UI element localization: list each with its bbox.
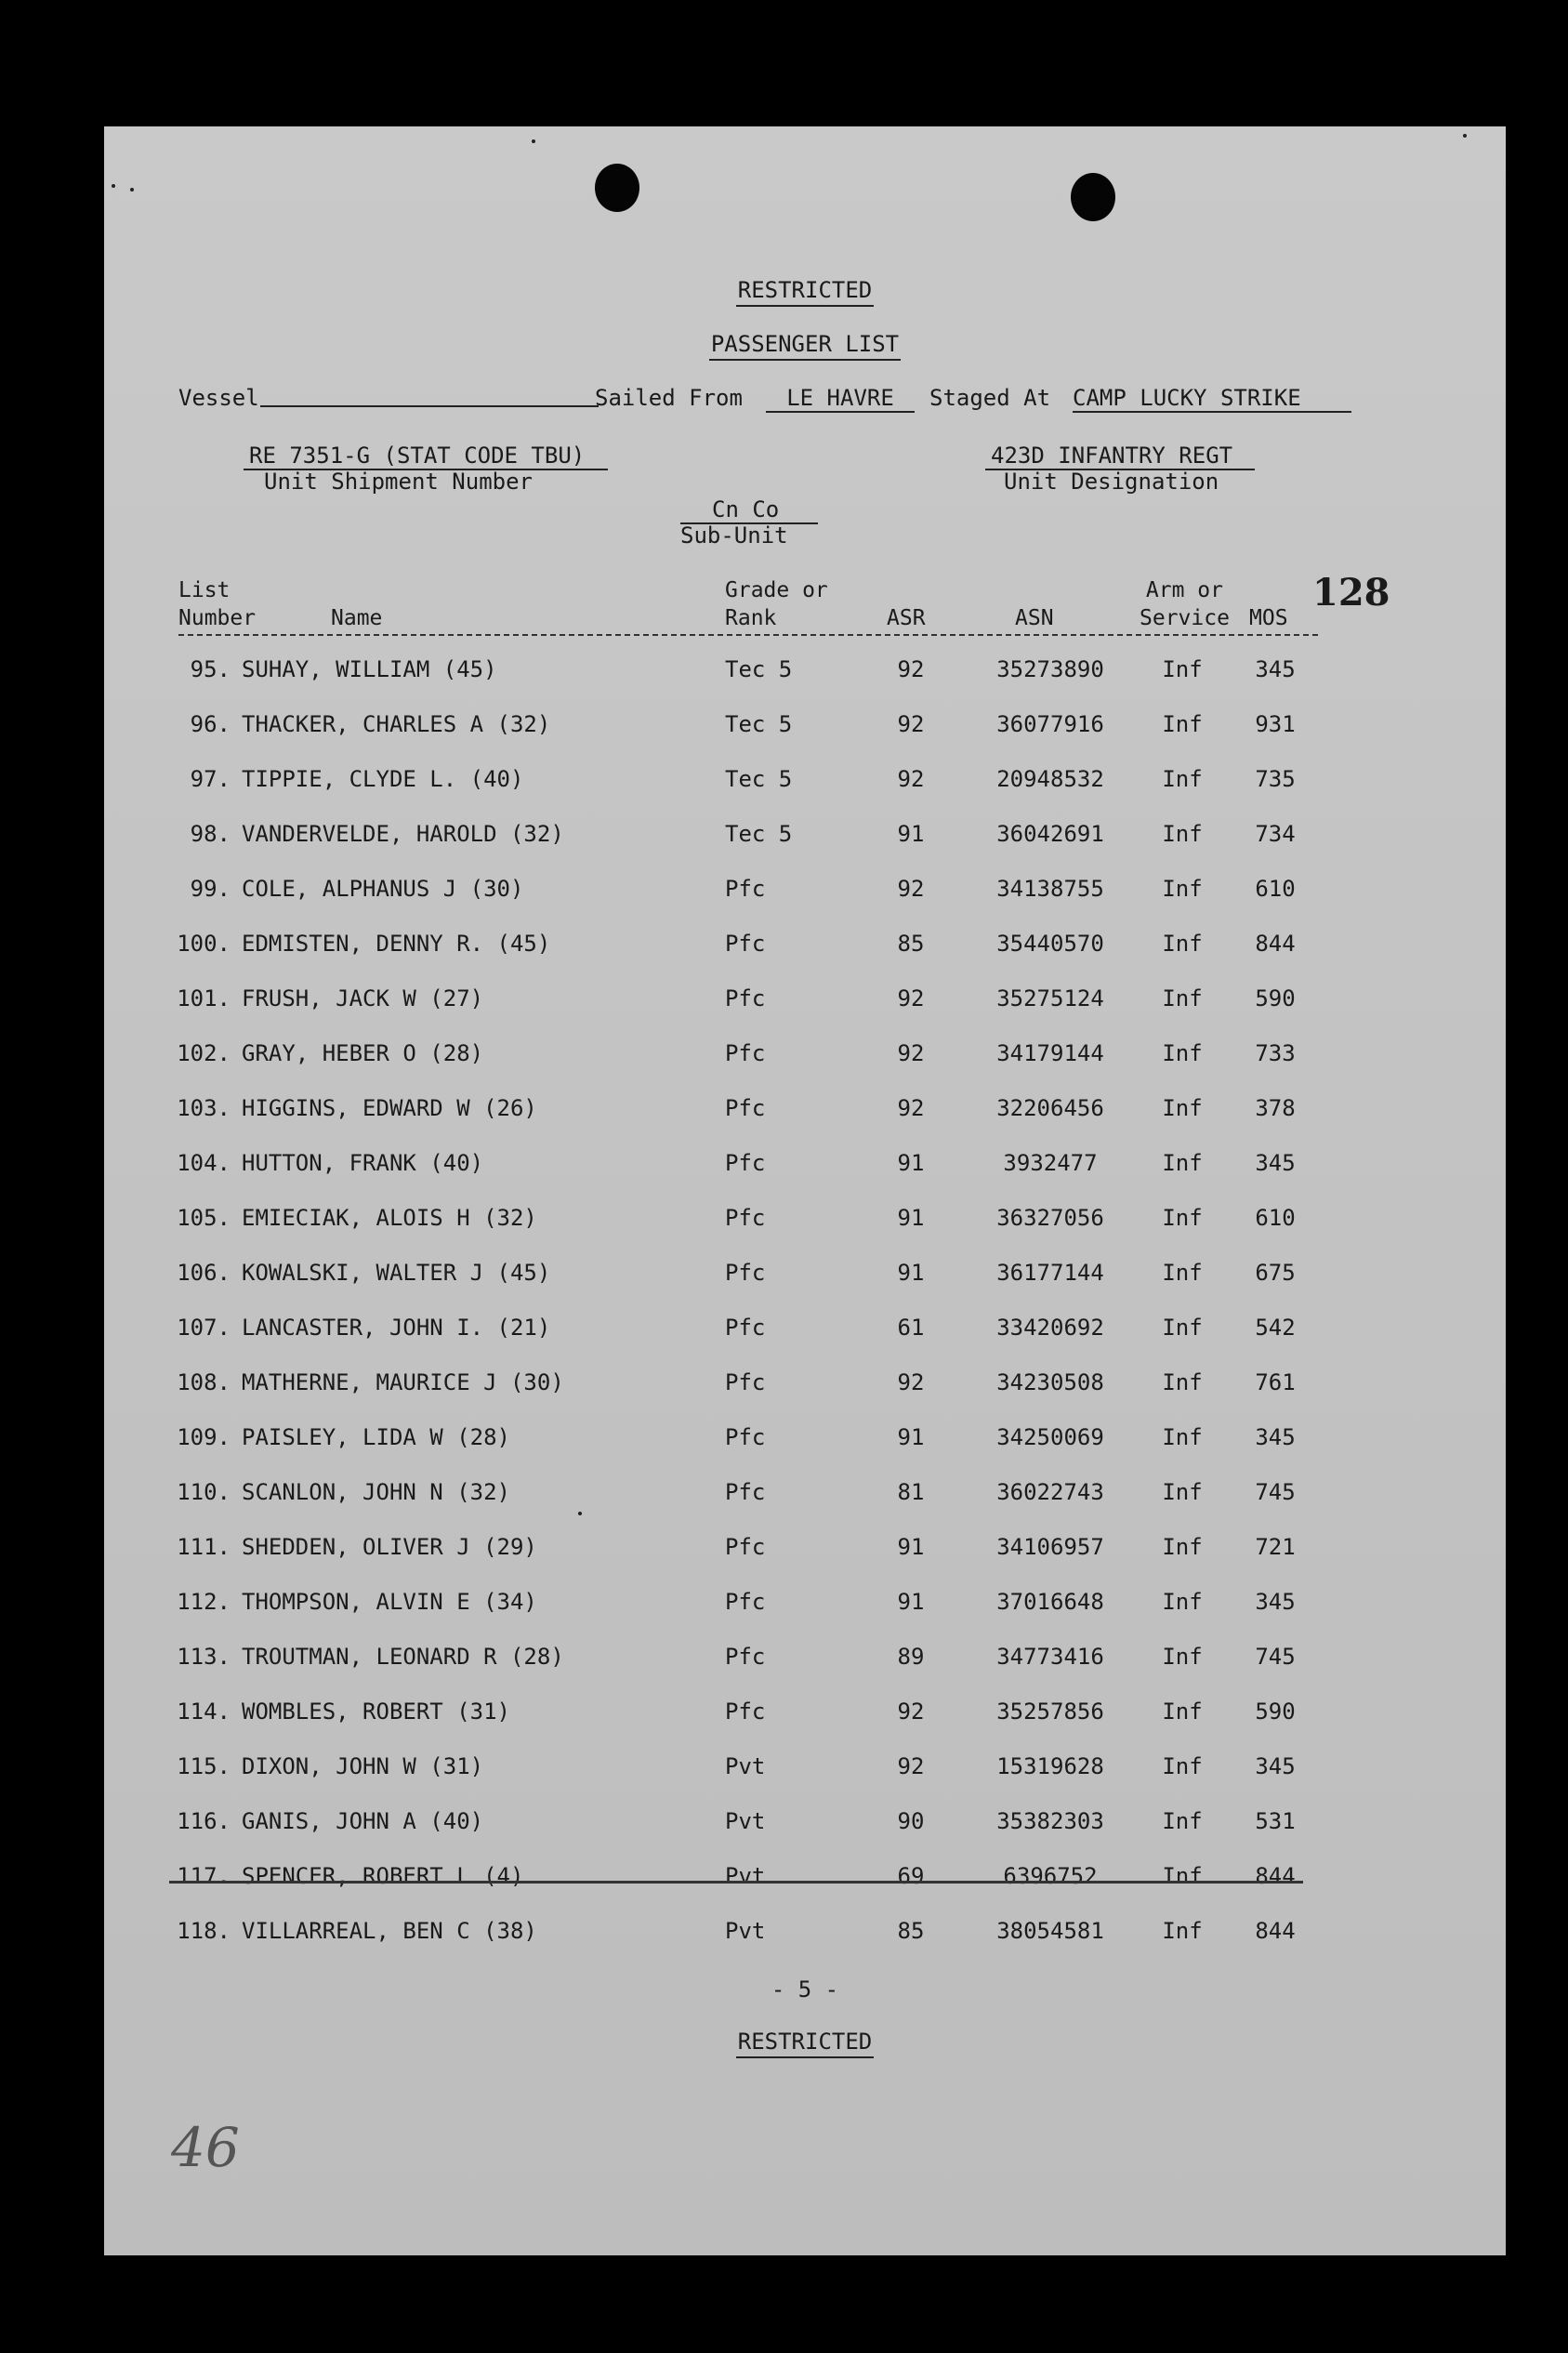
list-number: 103. <box>177 1095 231 1121</box>
speck <box>532 139 535 143</box>
mos-code: 721 <box>1255 1534 1296 1560</box>
passenger-name: GANIS, JOHN A (40) <box>242 1808 484 1834</box>
asr-score: 91 <box>897 821 925 847</box>
mos-code: 735 <box>1255 766 1296 792</box>
passenger-name: SCANLON, JOHN N (32) <box>242 1479 510 1505</box>
passenger-name: MATHERNE, MAURICE J (30) <box>242 1369 564 1395</box>
speck <box>130 188 134 192</box>
arm-service: Inf <box>1162 1260 1203 1286</box>
grade-rank: Pfc <box>725 1589 766 1615</box>
arm-service: Inf <box>1162 1479 1203 1505</box>
asr-score: 69 <box>897 1863 925 1889</box>
asr-score: 92 <box>897 766 925 792</box>
page-number: - 5 - <box>771 1976 839 2003</box>
sailed-from-label: Sailed From <box>595 385 743 411</box>
serial-number: 33420692 <box>996 1315 1104 1341</box>
passenger-name: GRAY, HEBER O (28) <box>242 1040 484 1066</box>
mos-code: 378 <box>1255 1095 1296 1121</box>
grade-rank: Pfc <box>725 985 766 1011</box>
list-number: 116. <box>177 1808 231 1834</box>
asr-score: 91 <box>897 1150 925 1176</box>
arm-service: Inf <box>1162 1095 1203 1121</box>
serial-number: 34250069 <box>996 1424 1104 1450</box>
table-row <box>104 1369 1506 1407</box>
sub-unit: Cn Co <box>712 496 780 522</box>
list-number: 96. <box>190 711 231 737</box>
arm-service: Inf <box>1162 1205 1203 1231</box>
list-number: 109. <box>177 1424 231 1450</box>
passenger-name: VILLARREAL, BEN C (38) <box>242 1918 537 1944</box>
mos-code: 844 <box>1255 931 1296 957</box>
unit-designation: 423D INFANTRY REGT <box>991 443 1233 469</box>
passenger-name: EDMISTEN, DENNY R. (45) <box>242 931 551 957</box>
table-row <box>104 821 1506 858</box>
arm-service: Inf <box>1162 985 1203 1011</box>
unit-designation-label: Unit Designation <box>1004 469 1219 495</box>
serial-number: 36042691 <box>996 821 1104 847</box>
asr-score: 92 <box>897 985 925 1011</box>
list-number: 112. <box>177 1589 231 1615</box>
asr-score: 61 <box>897 1315 925 1341</box>
grade-rank: Pfc <box>725 876 766 902</box>
vessel-label: Vessel <box>178 385 259 411</box>
mos-code: 345 <box>1255 1753 1296 1779</box>
list-number: 99. <box>190 876 231 902</box>
passenger-name: KOWALSKI, WALTER J (45) <box>242 1260 551 1286</box>
table-row <box>104 711 1506 748</box>
table-row <box>104 1040 1506 1077</box>
grade-rank: Pfc <box>725 1479 766 1505</box>
list-number: 97. <box>190 766 231 792</box>
restricted-header: RESTRICTED <box>104 277 1506 307</box>
list-number: 104. <box>177 1150 231 1176</box>
table-row <box>104 1589 1506 1626</box>
table-row <box>104 985 1506 1023</box>
passenger-name: WOMBLES, ROBERT (31) <box>242 1699 510 1725</box>
arm-service: Inf <box>1162 766 1203 792</box>
grade-rank: Tec 5 <box>725 711 793 737</box>
staged-at-label: Staged At <box>929 385 1051 411</box>
punch-hole <box>595 164 639 212</box>
mos-code: 733 <box>1255 1040 1296 1066</box>
grade-rank: Pvt <box>725 1808 766 1834</box>
grade-rank: Tec 5 <box>725 766 793 792</box>
serial-number: 38054581 <box>996 1918 1104 1944</box>
serial-number: 37016648 <box>996 1589 1104 1615</box>
asr-score: 92 <box>897 1369 925 1395</box>
mos-code: 675 <box>1255 1260 1296 1286</box>
col-asn: ASN <box>1015 606 1054 630</box>
sub-unit-label: Sub-Unit <box>680 522 788 549</box>
page-tally: 128 <box>1312 571 1390 615</box>
passenger-name: TIPPIE, CLYDE L. (40) <box>242 766 524 792</box>
list-number: 114. <box>177 1699 231 1725</box>
serial-number: 36077916 <box>996 711 1104 737</box>
list-number: 115. <box>177 1753 231 1779</box>
asr-score: 89 <box>897 1644 925 1670</box>
passenger-name: EMIECIAK, ALOIS H (32) <box>242 1205 537 1231</box>
header-rule <box>178 634 1318 636</box>
passenger-name: VANDERVELDE, HAROLD (32) <box>242 821 564 847</box>
passenger-name: HUTTON, FRANK (40) <box>242 1150 484 1176</box>
asr-score: 91 <box>897 1589 925 1615</box>
table-row <box>104 1095 1506 1132</box>
punch-hole <box>1071 173 1115 221</box>
grade-rank: Pfc <box>725 931 766 957</box>
list-number: 101. <box>177 985 231 1011</box>
grade-rank: Pfc <box>725 1369 766 1395</box>
mos-code: 745 <box>1255 1644 1296 1670</box>
list-number: 107. <box>177 1315 231 1341</box>
grade-rank: Pfc <box>725 1315 766 1341</box>
document-page <box>104 126 1506 2255</box>
asr-score: 91 <box>897 1205 925 1231</box>
passenger-name: TROUTMAN, LEONARD R (28) <box>242 1644 564 1670</box>
table-row <box>104 1753 1506 1791</box>
grade-rank: Tec 5 <box>725 656 793 682</box>
asr-score: 92 <box>897 1095 925 1121</box>
serial-number: 35273890 <box>996 656 1104 682</box>
passenger-name: SHEDDEN, OLIVER J (29) <box>242 1534 537 1560</box>
table-row <box>104 1808 1506 1845</box>
asr-score: 90 <box>897 1808 925 1834</box>
serial-number: 35275124 <box>996 985 1104 1011</box>
passenger-name: THACKER, CHARLES A (32) <box>242 711 551 737</box>
mos-code: 610 <box>1255 1205 1296 1231</box>
arm-service: Inf <box>1162 711 1203 737</box>
serial-number: 34179144 <box>996 1040 1104 1066</box>
arm-service: Inf <box>1162 656 1203 682</box>
mos-code: 345 <box>1255 1424 1296 1450</box>
passenger-name: HIGGINS, EDWARD W (26) <box>242 1095 537 1121</box>
mos-code: 590 <box>1255 1699 1296 1725</box>
restricted-footer: RESTRICTED <box>104 2029 1506 2058</box>
arm-service: Inf <box>1162 1369 1203 1395</box>
mos-code: 610 <box>1255 876 1296 902</box>
arm-service: Inf <box>1162 1150 1203 1176</box>
arm-service: Inf <box>1162 876 1203 902</box>
arm-service: Inf <box>1162 1753 1203 1779</box>
grade-rank: Pfc <box>725 1534 766 1560</box>
table-row-struck <box>104 1863 1506 1900</box>
arm-service: Inf <box>1162 1315 1203 1341</box>
grade-rank: Pfc <box>725 1644 766 1670</box>
list-number: 111. <box>177 1534 231 1560</box>
mos-code: 734 <box>1255 821 1296 847</box>
list-number: 102. <box>177 1040 231 1066</box>
passenger-name: SUHAY, WILLIAM (45) <box>242 656 497 682</box>
page-title: PASSENGER LIST <box>104 331 1506 361</box>
passenger-name: COLE, ALPHANUS J (30) <box>242 876 524 902</box>
asr-score: 92 <box>897 1699 925 1725</box>
passenger-name: DIXON, JOHN W (31) <box>242 1753 484 1779</box>
serial-number: 34773416 <box>996 1644 1104 1670</box>
handwritten-note: 46 <box>171 2116 240 2179</box>
arm-service: Inf <box>1162 1424 1203 1450</box>
table-row <box>104 766 1506 803</box>
table-row <box>104 1644 1506 1681</box>
list-number: 100. <box>177 931 231 957</box>
serial-number: 36022743 <box>996 1479 1104 1505</box>
table-row <box>104 1150 1506 1187</box>
table-row <box>104 1534 1506 1571</box>
grade-rank: Pfc <box>725 1699 766 1725</box>
strikethrough-line <box>169 1881 1303 1884</box>
arm-service: Inf <box>1162 1918 1203 1944</box>
serial-number: 35382303 <box>996 1808 1104 1834</box>
arm-service: Inf <box>1162 931 1203 957</box>
asr-score: 92 <box>897 711 925 737</box>
col-name: Name <box>331 606 383 630</box>
asr-score: 91 <box>897 1260 925 1286</box>
grade-rank: Pvt <box>725 1863 766 1889</box>
grade-rank: Pvt <box>725 1918 766 1944</box>
col-list-number: List Number <box>178 578 257 630</box>
passenger-name: SPENCER, ROBERT L (4) <box>242 1863 524 1889</box>
vessel-blank <box>260 405 599 407</box>
serial-number: 6396752 <box>1003 1863 1098 1889</box>
passenger-name: PAISLEY, LIDA W (28) <box>242 1424 510 1450</box>
asr-score: 91 <box>897 1534 925 1560</box>
grade-rank: Pfc <box>725 1150 766 1176</box>
mos-code: 761 <box>1255 1369 1296 1395</box>
arm-service: Inf <box>1162 1534 1203 1560</box>
table-row <box>104 1918 1506 1955</box>
list-number: 106. <box>177 1260 231 1286</box>
list-number: 118. <box>177 1918 231 1944</box>
list-number: 110. <box>177 1479 231 1505</box>
asr-score: 85 <box>897 1918 925 1944</box>
serial-number: 15319628 <box>996 1753 1104 1779</box>
asr-score: 81 <box>897 1479 925 1505</box>
unit-shipment-number: RE 7351-G (STAT CODE TBU) <box>249 443 586 469</box>
serial-number: 35440570 <box>996 931 1104 957</box>
serial-number: 34230508 <box>996 1369 1104 1395</box>
asr-score: 92 <box>897 1040 925 1066</box>
asr-score: 92 <box>897 1753 925 1779</box>
mos-code: 531 <box>1255 1808 1296 1834</box>
passenger-name: THOMPSON, ALVIN E (34) <box>242 1589 537 1615</box>
arm-service: Inf <box>1162 1040 1203 1066</box>
mos-code: 542 <box>1255 1315 1296 1341</box>
table-row <box>104 1479 1506 1516</box>
asr-score: 91 <box>897 1424 925 1450</box>
col-grade: Grade or Rank <box>725 578 828 630</box>
staged-at-value: CAMP LUCKY STRIKE <box>1073 385 1351 413</box>
serial-number: 34106957 <box>996 1534 1104 1560</box>
table-row <box>104 656 1506 694</box>
sailed-from-value: LE HAVRE <box>766 385 915 413</box>
serial-number: 32206456 <box>996 1095 1104 1121</box>
grade-rank: Pfc <box>725 1424 766 1450</box>
passenger-name: FRUSH, JACK W (27) <box>242 985 484 1011</box>
list-number: 117. <box>177 1863 231 1889</box>
serial-number: 35257856 <box>996 1699 1104 1725</box>
arm-service: Inf <box>1162 1699 1203 1725</box>
serial-number: 36327056 <box>996 1205 1104 1231</box>
grade-rank: Tec 5 <box>725 821 793 847</box>
serial-number: 3932477 <box>1003 1150 1098 1176</box>
table-row <box>104 1315 1506 1352</box>
table-row <box>104 876 1506 913</box>
mos-code: 345 <box>1255 1589 1296 1615</box>
table-row <box>104 1260 1506 1297</box>
unit-shipment-label: Unit Shipment Number <box>264 469 533 495</box>
arm-service: Inf <box>1162 1808 1203 1834</box>
mos-code: 844 <box>1255 1918 1296 1944</box>
col-arm-service: Arm or Service <box>1140 578 1230 630</box>
table-row <box>104 1699 1506 1736</box>
table-row <box>104 931 1506 968</box>
list-number: 95. <box>190 656 231 682</box>
grade-rank: Pfc <box>725 1095 766 1121</box>
col-mos: MOS <box>1249 606 1288 630</box>
speck <box>112 184 115 188</box>
grade-rank: Pvt <box>725 1753 766 1779</box>
mos-code: 931 <box>1255 711 1296 737</box>
col-asr: ASR <box>887 606 926 630</box>
asr-score: 85 <box>897 931 925 957</box>
mos-code: 745 <box>1255 1479 1296 1505</box>
mos-code: 345 <box>1255 656 1296 682</box>
list-number: 108. <box>177 1369 231 1395</box>
mos-code: 844 <box>1255 1863 1296 1889</box>
grade-rank: Pfc <box>725 1040 766 1066</box>
arm-service: Inf <box>1162 1589 1203 1615</box>
list-number: 113. <box>177 1644 231 1670</box>
arm-service: Inf <box>1162 1863 1203 1889</box>
serial-number: 20948532 <box>996 766 1104 792</box>
serial-number: 34138755 <box>996 876 1104 902</box>
table-row <box>104 1205 1506 1242</box>
arm-service: Inf <box>1162 821 1203 847</box>
list-number: 105. <box>177 1205 231 1231</box>
table-row <box>104 1424 1506 1461</box>
list-number: 98. <box>190 821 231 847</box>
passenger-name: LANCASTER, JOHN I. (21) <box>242 1315 551 1341</box>
arm-service: Inf <box>1162 1644 1203 1670</box>
grade-rank: Pfc <box>725 1260 766 1286</box>
asr-score: 92 <box>897 876 925 902</box>
asr-score: 92 <box>897 656 925 682</box>
grade-rank: Pfc <box>725 1205 766 1231</box>
speck <box>1463 134 1467 138</box>
mos-code: 590 <box>1255 985 1296 1011</box>
mos-code: 345 <box>1255 1150 1296 1176</box>
serial-number: 36177144 <box>996 1260 1104 1286</box>
